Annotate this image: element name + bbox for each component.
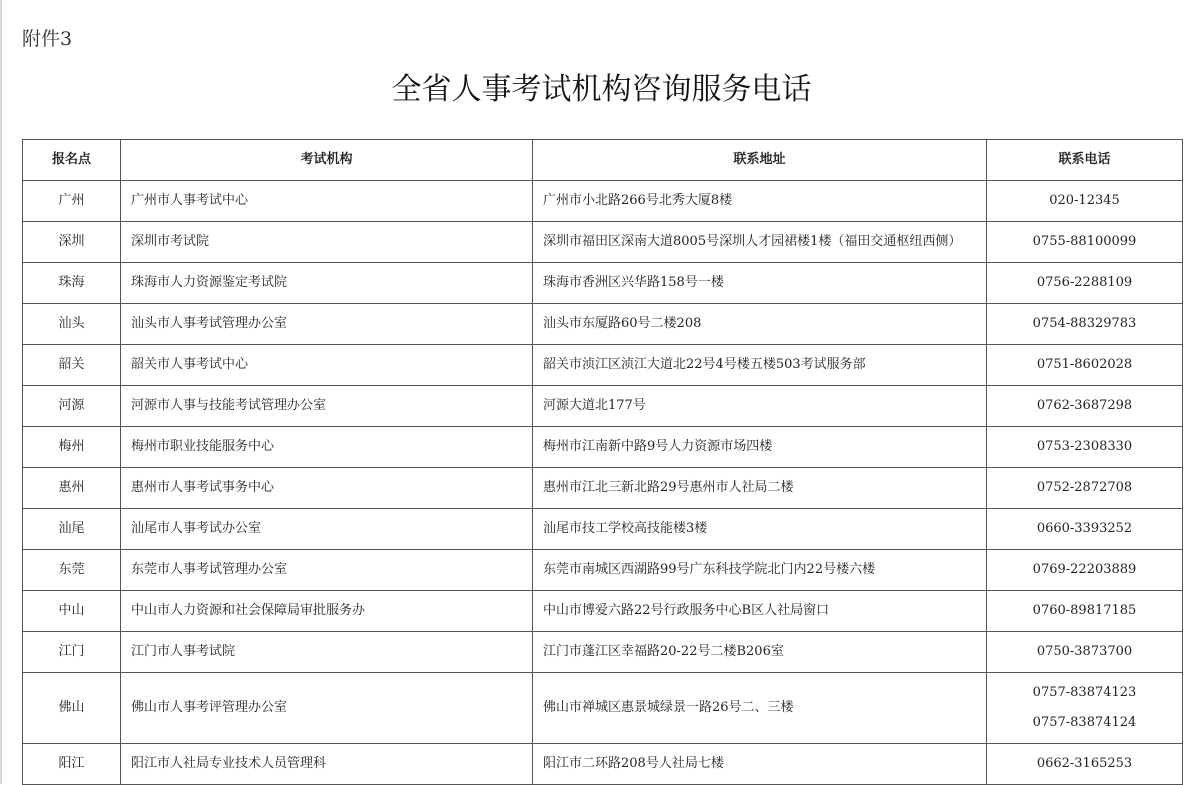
phone-number: 0662-3165253 xyxy=(1036,756,1133,771)
table-row xyxy=(23,427,1183,468)
cell-org: 韶关市人事考试中心 xyxy=(121,345,533,386)
table-row xyxy=(23,263,1183,304)
cell-city: 韶关 xyxy=(23,345,121,386)
phone-number: 0754-88329783 xyxy=(1032,316,1137,331)
header-city: 报名点 xyxy=(23,140,121,181)
cell-org: 深圳市考试院 xyxy=(121,222,533,263)
cell-phone xyxy=(987,744,1183,785)
cell-city: 东莞 xyxy=(23,550,121,591)
cell-phone xyxy=(987,304,1183,345)
cell-phone xyxy=(987,427,1183,468)
cell-phone xyxy=(987,632,1183,673)
phone-number: 0660-3393252 xyxy=(1036,521,1133,536)
table-body xyxy=(23,181,1183,785)
phone-number: 020-12345 xyxy=(1049,193,1120,208)
table-row xyxy=(23,673,1183,744)
table-row xyxy=(23,632,1183,673)
cell-phone xyxy=(987,386,1183,427)
phone-number: 0750-3873700 xyxy=(1036,644,1133,659)
contact-table xyxy=(22,139,1183,785)
cell-address: 广州市小北路266号北秀大厦8楼 xyxy=(533,181,987,222)
cell-address: 梅州市江南新中路9号人力资源市场四楼 xyxy=(533,427,987,468)
header-org: 考试机构 xyxy=(121,140,533,181)
cell-city: 广州 xyxy=(23,181,121,222)
cell-address: 韶关市浈江区浈江大道北22号4号楼五楼503考试服务部 xyxy=(533,345,987,386)
cell-phone xyxy=(987,591,1183,632)
phone-number: 0755-88100099 xyxy=(1032,234,1137,249)
table-header-row xyxy=(23,140,1183,181)
cell-org: 广州市人事考试中心 xyxy=(121,181,533,222)
phone-number: 0752-2872708 xyxy=(1036,480,1133,495)
cell-org: 江门市人事考试院 xyxy=(121,632,533,673)
cell-org: 汕尾市人事考试办公室 xyxy=(121,509,533,550)
table-row xyxy=(23,181,1183,222)
cell-phone xyxy=(987,509,1183,550)
attachment-label: 附件3 xyxy=(22,28,73,50)
table-row xyxy=(23,468,1183,509)
cell-address: 中山市博爱六路22号行政服务中心B区人社局窗口 xyxy=(533,591,987,632)
cell-address: 东莞市南城区西湖路99号广东科技学院北门内22号楼六楼 xyxy=(533,550,987,591)
page-left-border xyxy=(0,0,2,784)
cell-phone xyxy=(987,550,1183,591)
cell-address: 惠州市江北三新北路29号惠州市人社局二楼 xyxy=(533,468,987,509)
table-row xyxy=(23,744,1183,785)
cell-city: 汕尾 xyxy=(23,509,121,550)
phone-number: 0762-3687298 xyxy=(1036,398,1133,413)
cell-city: 珠海 xyxy=(23,263,121,304)
cell-city: 江门 xyxy=(23,632,121,673)
cell-org: 东莞市人事考试管理办公室 xyxy=(121,550,533,591)
cell-org: 中山市人力资源和社会保障局审批服务办 xyxy=(121,591,533,632)
cell-city: 佛山 xyxy=(23,673,121,744)
phone-number: 0769-22203889 xyxy=(1032,562,1137,577)
cell-org: 汕头市人事考试管理办公室 xyxy=(121,304,533,345)
phone-number: 0756-2288109 xyxy=(1036,275,1133,290)
cell-city: 梅州 xyxy=(23,427,121,468)
cell-city: 河源 xyxy=(23,386,121,427)
phone-number: 0753-2308330 xyxy=(1036,439,1133,454)
phone-number: 0757-83874124 xyxy=(1032,715,1137,730)
cell-phone xyxy=(987,345,1183,386)
page-title: 全省人事考试机构咨询服务电话 xyxy=(391,72,812,107)
cell-city: 深圳 xyxy=(23,222,121,263)
cell-city: 惠州 xyxy=(23,468,121,509)
cell-org: 佛山市人事考评管理办公室 xyxy=(121,673,533,744)
cell-address: 河源大道北177号 xyxy=(533,386,987,427)
cell-address: 汕头市东厦路60号二楼208 xyxy=(533,304,987,345)
header-address: 联系地址 xyxy=(533,140,987,181)
table-row xyxy=(23,345,1183,386)
cell-address: 江门市蓬江区幸福路20-22号二楼B206室 xyxy=(533,632,987,673)
table-row xyxy=(23,550,1183,591)
cell-city: 汕头 xyxy=(23,304,121,345)
cell-phone xyxy=(987,468,1183,509)
cell-address: 阳江市二环路208号人社局七楼 xyxy=(533,744,987,785)
table-row xyxy=(23,304,1183,345)
table-row xyxy=(23,509,1183,550)
header-phone: 联系电话 xyxy=(987,140,1183,181)
cell-city: 阳江 xyxy=(23,744,121,785)
cell-phone xyxy=(987,673,1183,744)
table-row xyxy=(23,386,1183,427)
cell-address: 深圳市福田区深南大道8005号深圳人才园裙楼1楼（福田交通枢纽西侧） xyxy=(533,222,987,263)
phone-number: 0751-8602028 xyxy=(1036,357,1133,372)
cell-phone xyxy=(987,181,1183,222)
cell-phone xyxy=(987,263,1183,304)
table-row xyxy=(23,222,1183,263)
phone-number: 0760-89817185 xyxy=(1032,603,1137,618)
cell-org: 阳江市人社局专业技术人员管理科 xyxy=(121,744,533,785)
table-row xyxy=(23,591,1183,632)
cell-phone xyxy=(987,222,1183,263)
cell-address: 汕尾市技工学校高技能楼3楼 xyxy=(533,509,987,550)
cell-org: 河源市人事与技能考试管理办公室 xyxy=(121,386,533,427)
phone-number: 0757-83874123 xyxy=(1032,685,1137,700)
cell-address: 珠海市香洲区兴华路158号一楼 xyxy=(533,263,987,304)
cell-org: 珠海市人力资源鉴定考试院 xyxy=(121,263,533,304)
cell-org: 梅州市职业技能服务中心 xyxy=(121,427,533,468)
cell-address: 佛山市禅城区惠景城绿景一路26号二、三楼 xyxy=(533,673,987,744)
cell-org: 惠州市人事考试事务中心 xyxy=(121,468,533,509)
cell-city: 中山 xyxy=(23,591,121,632)
